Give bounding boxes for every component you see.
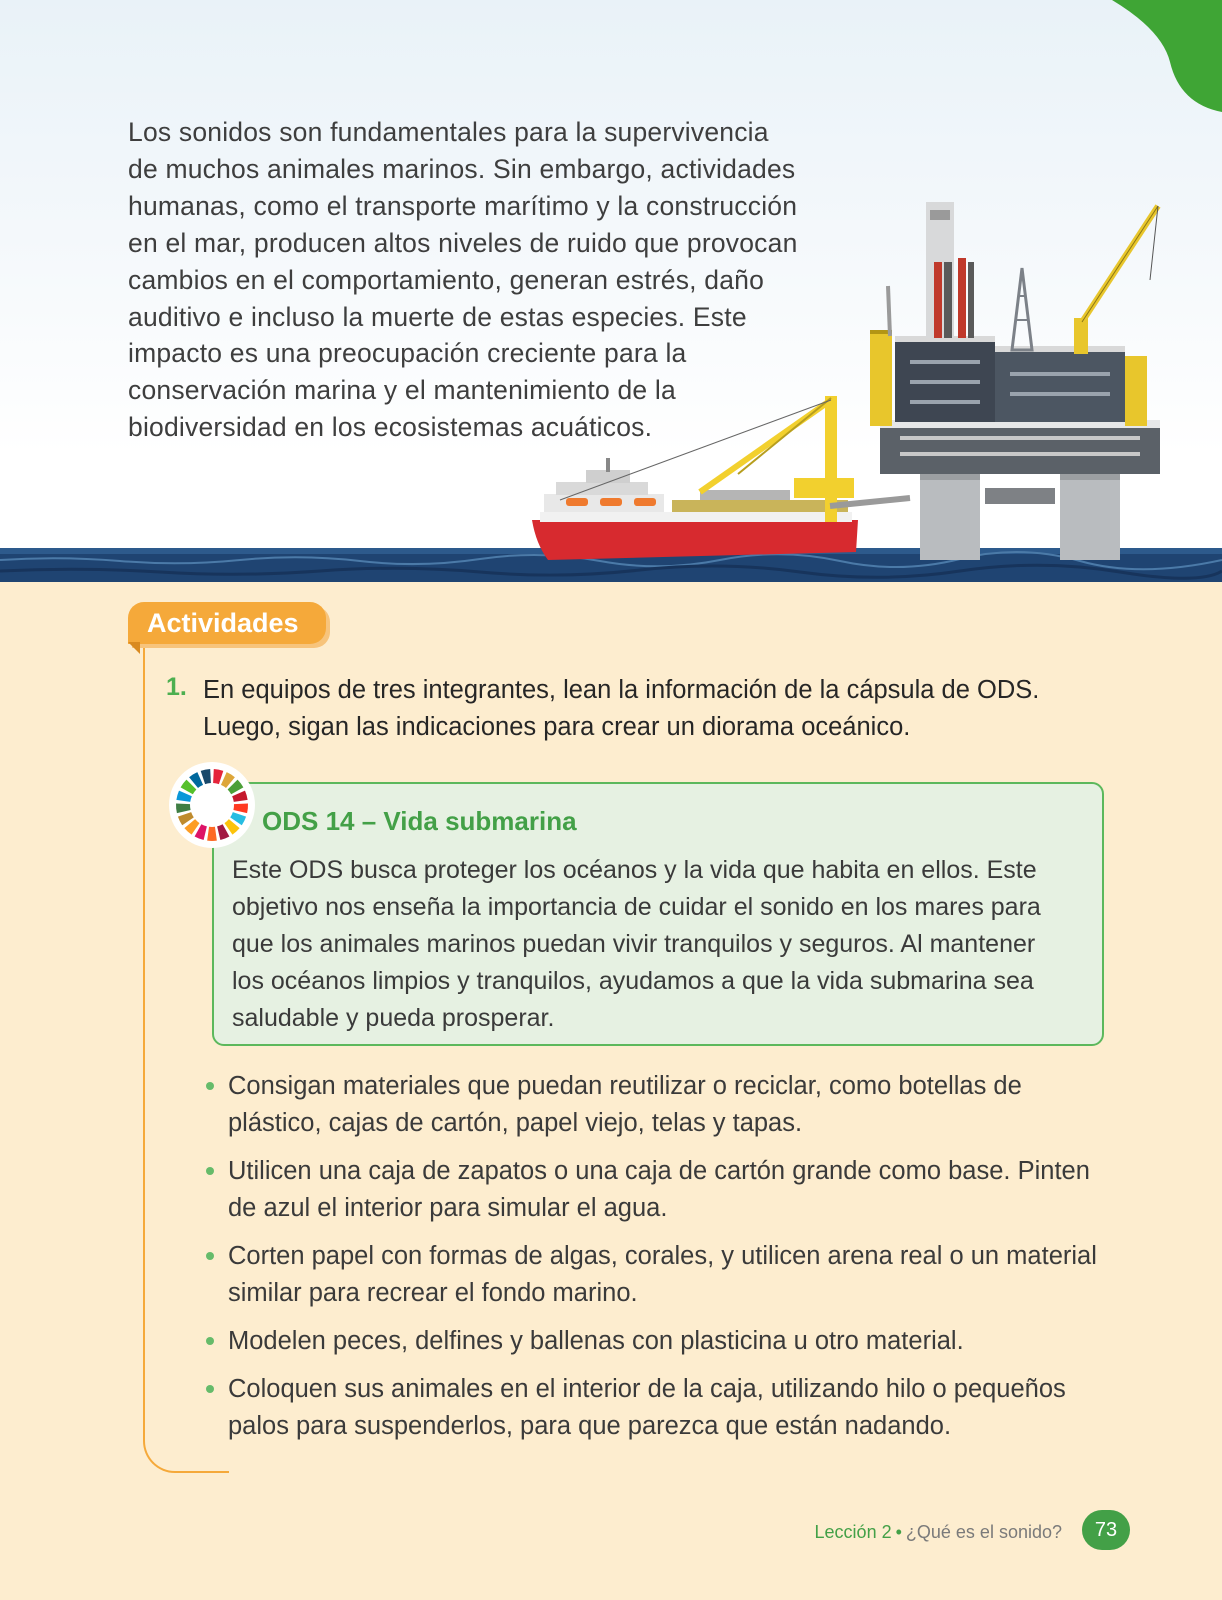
list-item-line: Consigan materiales que puedan reutilizar o reciclar, como botellas de (228, 1072, 1022, 1100)
footer (815, 1522, 1062, 1543)
intro-paragraph (128, 114, 868, 446)
list-item (205, 1371, 1105, 1445)
list-item (205, 1068, 1105, 1142)
instruction-list (205, 1068, 1105, 1456)
page-number: 73 (1082, 1510, 1130, 1550)
oil-platform (870, 202, 1160, 560)
intro-line: cambios en el comportamiento, generan estrés, daño (128, 264, 765, 295)
list-item-line: Coloquen sus animales en el interior de la caja, utilizando hilo o pequeños (228, 1375, 1066, 1403)
list-item-line: Utilicen una caja de zapatos o una caja de cartón grande como base. Pinten (228, 1157, 1090, 1185)
list-item (205, 1323, 1105, 1360)
sdg-wheel-segment (213, 769, 223, 784)
intro-line: conservación marina y el mantenimiento de la (128, 375, 676, 406)
sdg-logo (169, 762, 255, 848)
sdg-wheel-segment (176, 803, 191, 813)
intro-line: Los sonidos son fundamentales para la supervivencia (128, 117, 769, 147)
bullet-dot-icon (206, 1385, 214, 1393)
ods-line: los océanos limpios y tranquilos, ayudamos a que la vida submarina sea (232, 967, 1034, 995)
ods-dash: – (354, 806, 384, 836)
list-item (205, 1153, 1105, 1227)
list-item-line: similar para recrear el fondo marino. (228, 1279, 638, 1307)
sdg-color-wheel-icon (169, 762, 255, 848)
ods-code: ODS 14 (262, 806, 355, 836)
question-line: En equipos de tres integrantes, lean la información de la cápsula de ODS. (203, 676, 1040, 704)
ods-title (262, 806, 577, 837)
intro-line: biodiversidad en los ecosistemas acuáticos. (128, 412, 653, 443)
ods-line: saludable y pueda prosperar. (232, 1004, 555, 1032)
bullet-dot-icon (206, 1252, 214, 1260)
ods-line: que los animales marinos puedan vivir tranquilos y seguros. Al mantener (232, 930, 1036, 958)
intro-line: en el mar, producen altos niveles de ruido que provocan (128, 227, 798, 258)
list-item-line: Modelen peces, delfines y ballenas con plasticina u otro material. (228, 1327, 964, 1355)
bullet-dot-icon (206, 1167, 214, 1175)
question-line: Luego, sigan las indicaciones para crear un diorama oceánico. (203, 713, 911, 741)
activities-tab-fold (128, 642, 140, 654)
question-text (203, 672, 1103, 746)
intro-line: impacto es una preocupación creciente para la (128, 338, 687, 369)
ods-name: Vida submarina (383, 806, 577, 836)
footer-topic: ¿Qué es el sonido? (905, 1522, 1062, 1542)
intro-line: humanas, como el transporte marítimo y la construcción (128, 190, 798, 221)
list-item-line: Corten papel con formas de algas, corales, y utilicen arena real o un material (228, 1242, 1097, 1270)
green-corner-decoration (1112, 0, 1222, 112)
footer-separator: • (895, 1522, 902, 1542)
bullet-dot-icon (206, 1082, 214, 1090)
list-item-line: plástico, cajas de cartón, papel viejo, telas y tapas. (228, 1109, 803, 1137)
list-item (205, 1238, 1105, 1312)
intro-line: de muchos animales marinos. Sin embargo, actividades (128, 153, 796, 184)
hero-photo (0, 0, 1222, 582)
ods-description (232, 852, 1092, 1037)
sdg-wheel-segment (233, 803, 248, 813)
ods-line: Este ODS busca proteger los océanos y la vida que habita en ellos. Este (232, 856, 1037, 884)
question-number: 1. (166, 673, 187, 701)
sdg-wheel-segment (207, 827, 217, 841)
footer-lesson: Lección 2 (814, 1522, 892, 1542)
sdg-wheel-segment (201, 769, 211, 784)
intro-line: auditivo e incluso la muerte de estas especies. Este (128, 301, 747, 332)
list-item-line: de azul el interior para simular el agua. (228, 1194, 668, 1222)
list-item-line: palos para suspenderlos, para que parezca que están nadando. (228, 1412, 952, 1440)
activities-title: Actividades (147, 608, 299, 638)
bullet-dot-icon (206, 1337, 214, 1345)
ods-line: objetivo nos enseña la importancia de cuidar el sonido en los mares para (232, 893, 1041, 921)
